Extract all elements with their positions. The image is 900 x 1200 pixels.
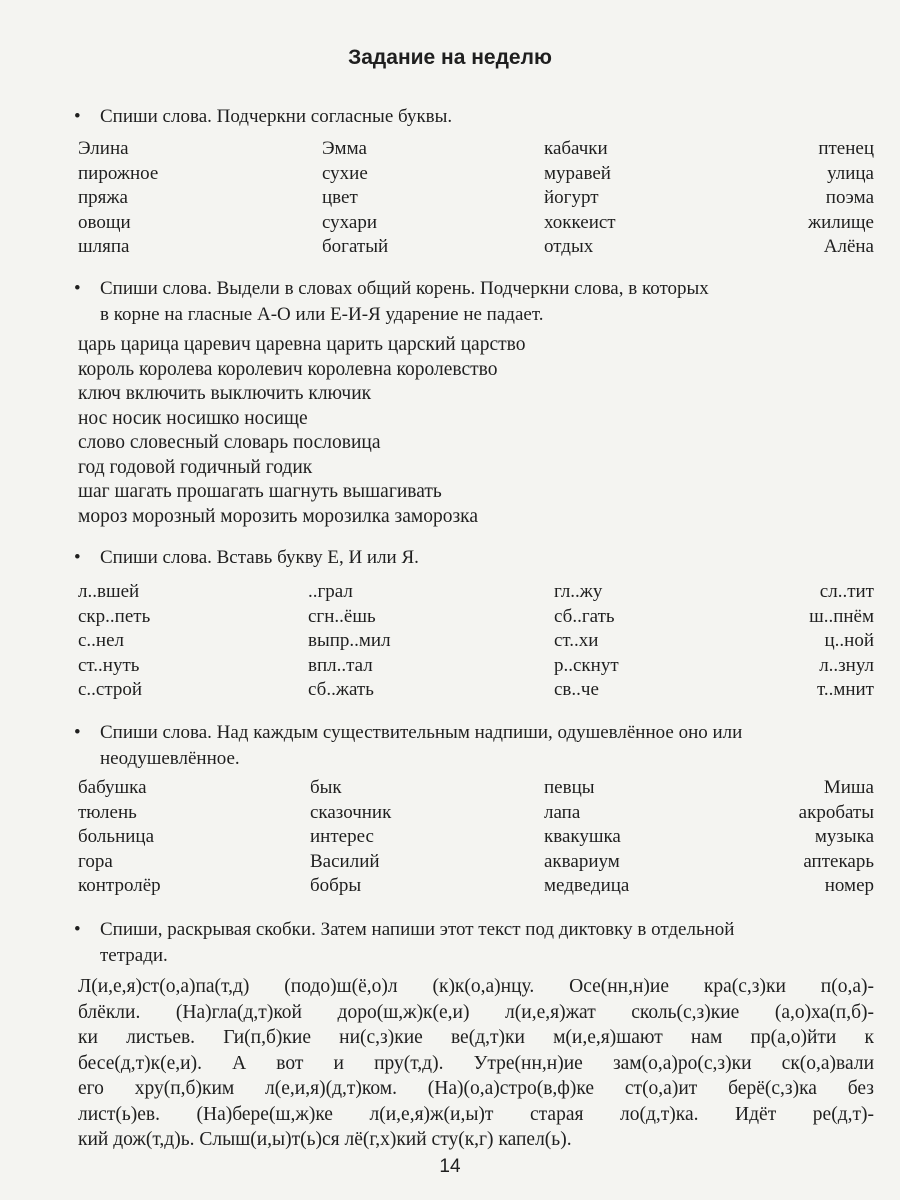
word-cell: л..знул	[819, 654, 874, 676]
task-3-instruction	[74, 545, 878, 571]
word-row	[78, 580, 874, 605]
word-cell: овощи	[78, 211, 131, 233]
task-4-instruction-line-1: Спиши слова. Над каждым существительным надпиши, одушевлённое оно или	[100, 722, 743, 743]
word-cell: ст..нуть	[78, 654, 140, 676]
word-cell: Алёна	[823, 236, 874, 258]
word-cell: хоккеист	[544, 211, 616, 233]
word-family-line: король королева королевич королевна королевство	[78, 358, 498, 380]
task-1-word-grid	[78, 137, 874, 260]
word-cell: ш..пнём	[809, 605, 874, 627]
bullet-icon: •	[74, 547, 81, 568]
word-cell: Василий	[310, 850, 380, 872]
word-cell: выпр..мил	[308, 630, 391, 652]
word-row	[78, 186, 874, 211]
word-cell: поэма	[825, 187, 874, 209]
task-4-instruction-line-2: неодушевлённое.	[100, 748, 240, 769]
word-cell: сухари	[322, 211, 378, 233]
word-cell: бык	[310, 777, 342, 798]
task-2-word-families	[78, 333, 878, 529]
word-cell: интерес	[310, 826, 374, 848]
bullet-icon: •	[74, 919, 81, 940]
paragraph-line: Л(и,е,я)ст(о,а)па(т,д) (подо)ш(ё,о)л (к)к(о,а)нцу. Осе(нн,н)ие кра(с,з)ки п(о,а)-	[78, 976, 874, 997]
word-cell: впл..тал	[308, 654, 373, 676]
task-3-instruction-text: Спиши слова. Вставь букву Е, И или Я.	[100, 547, 419, 568]
word-cell: Элина	[78, 138, 129, 159]
word-cell: улица	[827, 162, 874, 184]
word-cell: пряжа	[78, 187, 128, 209]
word-cell: лапа	[544, 801, 581, 823]
word-cell: р..скнут	[554, 654, 619, 676]
paragraph-line: лист(ь)ев. (На)бере(ш,ж)ке л(и,е,я)ж(и,ы)т старая ло(д,т)ка. Идёт ре(д,т)-	[78, 1103, 874, 1125]
word-row	[78, 776, 874, 801]
word-cell: жилище	[807, 211, 874, 233]
word-cell: контролёр	[78, 875, 161, 897]
word-cell: с..нел	[78, 630, 125, 652]
task-5-dictation-text	[78, 974, 874, 1153]
word-cell: кабачки	[544, 138, 608, 159]
page-number: 14	[439, 1156, 461, 1177]
word-family-line: ключ включить выключить ключик	[78, 383, 372, 404]
task-2-instruction-line-1: Спиши слова. Выдели в словах общий корень. Подчеркни слова, в которых	[100, 278, 709, 299]
word-cell: Миша	[823, 777, 874, 798]
word-cell: л..вшей	[78, 581, 140, 602]
word-cell: номер	[824, 875, 874, 897]
paragraph-line: блёкли. (На)гла(д,т)кой доро(ш,ж)к(е,и) л(и,е,я)жат сколь(с,з)кие (а,о)ха(п,б)-	[78, 1001, 874, 1023]
word-row	[78, 801, 874, 826]
word-cell: ..грал	[308, 581, 353, 602]
word-cell: бобры	[310, 875, 362, 897]
word-cell: аптекарь	[803, 850, 874, 872]
word-cell: птенец	[818, 138, 874, 159]
task-1-instruction-text: Спиши слова. Подчеркни согласные буквы.	[100, 106, 453, 127]
word-cell: гора	[78, 850, 113, 872]
word-row	[78, 605, 874, 630]
word-row	[78, 235, 874, 260]
word-row	[78, 850, 874, 875]
word-cell: акробаты	[798, 801, 874, 823]
word-cell: богатый	[322, 236, 389, 258]
word-cell: т..мнит	[816, 679, 874, 701]
word-cell: певцы	[544, 777, 595, 798]
word-cell: больница	[78, 826, 154, 848]
task-1-instruction	[74, 104, 878, 130]
word-cell: бабушка	[78, 777, 147, 798]
word-cell: ц..ной	[824, 630, 874, 652]
word-cell: сказочник	[310, 801, 392, 823]
word-row	[78, 629, 874, 654]
task-4-word-grid	[78, 776, 874, 899]
word-cell: сл..тит	[819, 581, 874, 602]
bullet-icon: •	[74, 106, 81, 127]
paragraph-line: бесе(д,т)к(е,и). А вот и пру(т,д). Утре(нн,н)ие зам(о,а)ро(с,з)ки ск(о,а)вали	[78, 1052, 874, 1074]
word-cell: муравей	[544, 162, 611, 184]
task-2-instruction-line-2: в корне на гласные А-О или Е-И-Я ударение не падает.	[100, 304, 544, 325]
word-cell: сб..гать	[554, 605, 615, 627]
word-cell: отдых	[544, 236, 594, 258]
word-cell: сухие	[322, 162, 368, 184]
word-cell: св..че	[554, 679, 599, 701]
word-cell: тюлень	[78, 801, 137, 823]
word-family-line: нос носик носишко носище	[78, 407, 308, 429]
word-row	[78, 211, 874, 236]
task-5-instruction	[74, 917, 878, 969]
paragraph-line: ки листьев. Ги(п,б)кие ни(с,з)кие ве(д,т)ки м(и,е,я)шают нам пр(а,о)йти к	[78, 1027, 874, 1048]
word-cell: цвет	[322, 187, 358, 209]
word-family-line: шаг шагать прошагать шагнуть вышагивать	[78, 481, 442, 502]
word-cell: аквариум	[544, 850, 620, 872]
word-cell: ст..хи	[554, 630, 599, 652]
word-cell: пирожное	[78, 162, 159, 184]
word-cell: сгн..ёшь	[308, 605, 376, 627]
word-cell: с..строй	[78, 679, 143, 701]
task-4-instruction	[74, 720, 878, 772]
word-row	[78, 874, 874, 899]
word-family-line: слово словесный словарь пословица	[78, 432, 381, 453]
word-family-line: год годовой годичный годик	[78, 456, 313, 478]
word-cell: Эмма	[322, 138, 367, 159]
word-row	[78, 137, 874, 162]
word-family-line: царь царица царевич царевна царить царский царство	[78, 334, 526, 355]
bullet-icon: •	[74, 278, 81, 299]
word-cell: музыка	[814, 826, 874, 848]
word-family-line: мороз морозный морозить морозилка заморозка	[78, 505, 478, 527]
word-cell: квакушка	[544, 826, 621, 848]
word-cell: йогурт	[544, 187, 599, 209]
task-5-instruction-line-2: тетради.	[100, 945, 168, 966]
word-cell: шляпа	[78, 236, 130, 258]
word-cell: сб..жать	[308, 679, 374, 701]
page-title: Задание на неделю	[348, 46, 552, 69]
word-row	[78, 162, 874, 187]
task-2-instruction	[74, 276, 878, 328]
paragraph-line: кий дож(т,д)ь. Слыш(и,ы)т(ь)ся лё(г,х)кий сту(к,г) капел(ь).	[78, 1129, 572, 1150]
word-cell: медведица	[544, 875, 630, 897]
word-cell: гл..жу	[554, 581, 603, 602]
paragraph-line: его хру(п,б)ким л(е,и,я)(д,т)ком. (На)(о,а)стро(в,ф)ке ст(о,а)ит берё(с,з)ка без	[78, 1078, 874, 1099]
word-row	[78, 825, 874, 850]
task-3-word-grid	[78, 580, 874, 703]
bullet-icon: •	[74, 722, 81, 743]
word-row	[78, 678, 874, 703]
word-cell: скр..петь	[78, 605, 151, 627]
word-row	[78, 654, 874, 679]
task-5-instruction-line-1: Спиши, раскрывая скобки. Затем напиши этот текст под диктовку в отдельной	[100, 919, 735, 940]
